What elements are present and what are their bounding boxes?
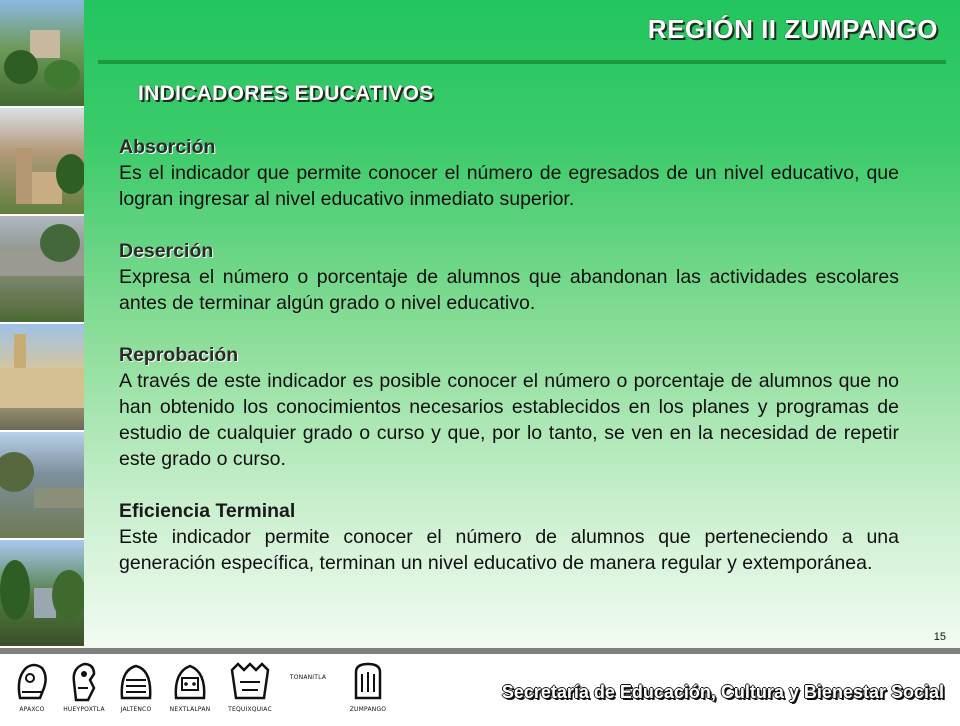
hueypoxtla-glyph-icon — [56, 658, 112, 713]
municipality-glyphs — [4, 658, 404, 724]
photo-kiosk — [0, 540, 84, 648]
photo-strip — [0, 0, 84, 648]
secretaria-name: Secretaría de Educación, Cultura y Bienestar Social — [501, 682, 944, 702]
photo-ruins — [0, 216, 84, 324]
page-number: 15 — [933, 631, 946, 643]
indicator-description: A través de este indicador es posible conocer el número o porcentaje de alumnos que no han obtenido los conocimientos necesarios establecidos en los planes y programas de estudio de cualquier grado o curso y que, por lo tanto, se ven en la necesidad de repetir este grado o curso. — [119, 370, 899, 470]
photo-palace — [0, 324, 84, 432]
indicator-term: Absorción — [119, 136, 216, 158]
indicators-content — [119, 134, 899, 602]
region-title: REGIÓN II ZUMPANGO — [647, 14, 938, 44]
zumpango-glyph-icon — [340, 658, 396, 713]
indicator-term: Deserción — [119, 240, 214, 262]
indicator-reprobacion — [119, 342, 899, 472]
photo-plaza — [0, 0, 84, 108]
indicator-description: Expresa el número o porcentaje de alumnos que abandonan las actividades escolares antes de terminar algún grado o nivel educativo. — [119, 266, 899, 314]
header-divider — [98, 60, 946, 64]
indicator-description: Es el indicador que permite conocer el número de egresados de un nivel educativo, que logran ingresar al nivel educativo inmediato superior. — [119, 162, 899, 210]
photo-church — [0, 108, 84, 216]
indicator-term: Eficiencia Terminal — [119, 500, 296, 522]
municipality-label: TONANITLA — [289, 674, 327, 681]
section-title: INDICADORES EDUCATIVOS — [138, 82, 434, 105]
municipality-label: ZUMPANGO — [349, 706, 387, 713]
municipality-label: APAXCO — [19, 706, 45, 713]
municipality-label: JALTENCO — [120, 706, 152, 713]
indicator-eficiencia-terminal — [119, 498, 899, 576]
nextlalpan-glyph-icon — [162, 658, 218, 713]
indicator-description: Este indicador permite conocer el número de alumnos que perteneciendo a una generación específica, terminan un nivel educativo de manera regular y extemporánea. — [119, 526, 899, 574]
jaltenco-glyph-icon — [108, 658, 164, 713]
tonanitla-glyph-icon — [280, 658, 336, 681]
tequixquiac-glyph-icon — [222, 658, 278, 713]
municipality-label: HUEYPOXTLA — [63, 706, 105, 713]
municipality-label: TEQUIXQUIAC — [228, 706, 272, 713]
photo-park — [0, 432, 84, 540]
indicator-desercion — [119, 238, 899, 316]
municipality-label: NEXTLALPAN — [169, 706, 211, 713]
indicator-term: Reprobación — [119, 344, 239, 366]
apaxco-glyph-icon — [4, 658, 60, 713]
indicator-absorcion — [119, 134, 899, 212]
